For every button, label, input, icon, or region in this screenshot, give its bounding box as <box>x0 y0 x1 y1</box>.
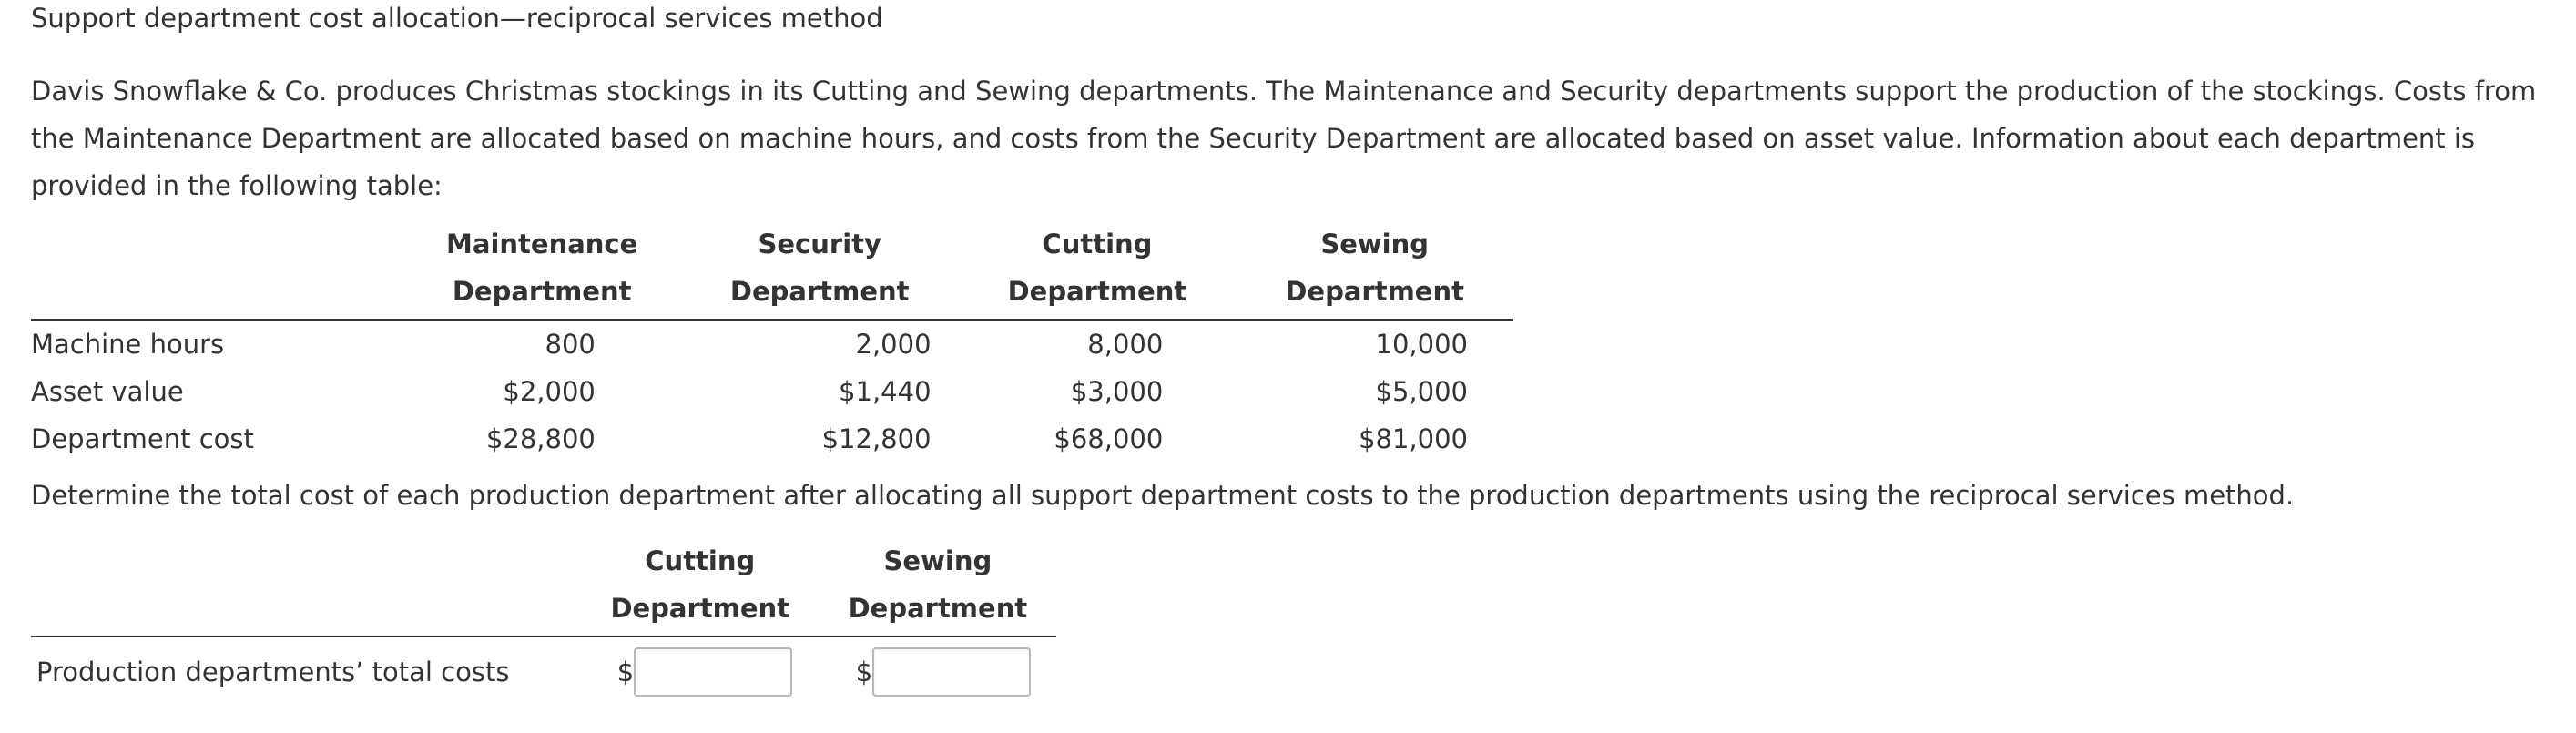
machine-hours-maintenance: 800 <box>545 329 596 360</box>
info-header-row-1 <box>31 220 1513 268</box>
machine-hours-sewing: 10,000 <box>1375 329 1468 360</box>
department-cost-sewing: $81,000 <box>1359 423 1468 454</box>
info-header-sewing-dept: Department <box>1236 268 1513 320</box>
answer-header-sewing-dept: Department <box>820 585 1056 636</box>
table-row <box>31 636 1056 707</box>
asset-value-sewing: $5,000 <box>1375 376 1468 407</box>
department-info-table <box>31 220 1513 463</box>
answer-header-sewing: Sewing <box>883 545 993 576</box>
dollar-sign: $ <box>616 657 635 687</box>
machine-hours-cutting: 8,000 <box>1087 329 1164 360</box>
department-cost-maintenance: $28,800 <box>485 423 596 454</box>
problem-intro: Davis Snowflake & Co. produces Christmas stockings in its Cutting and Sewing departments. The Maintenance and Security departments support the production of the stockings. Costs from the Maintenance Department are allocated based on machine hours, and costs from the Security Department are allocated based on asset value. Information about each department is provided in the following table: <box>31 76 2537 201</box>
row-label-asset-value: Asset value <box>31 376 184 407</box>
answer-header-blank <box>31 585 581 636</box>
info-header-row-2 <box>31 268 1513 320</box>
info-header-blank <box>31 220 402 268</box>
department-cost-cutting: $68,000 <box>1054 423 1164 454</box>
answer-header-cutting-dept: Department <box>581 585 820 636</box>
answer-header-row-2 <box>31 585 1056 636</box>
sewing-total-cell <box>820 636 1056 707</box>
info-header-cutting: Cutting <box>1042 229 1153 260</box>
machine-hours-security: 2,000 <box>855 329 932 360</box>
answer-table <box>31 537 1056 707</box>
cutting-total-input[interactable] <box>634 647 792 697</box>
info-header-blank <box>31 268 402 320</box>
table-row <box>31 368 1513 415</box>
problem-title: Support department cost allocation—reciprocal services method <box>31 3 883 34</box>
info-header-security: Security <box>758 229 881 260</box>
row-label-machine-hours: Machine hours <box>31 329 225 360</box>
info-header-maintenance: Maintenance <box>446 229 638 260</box>
info-header-maintenance-dept: Department <box>402 268 680 320</box>
asset-value-security: $1,440 <box>839 376 932 407</box>
answer-row-label: Production departments’ total costs <box>36 657 510 687</box>
dollar-sign: $ <box>855 657 873 687</box>
info-header-security-dept: Department <box>681 268 959 320</box>
sewing-total-input[interactable] <box>872 647 1031 697</box>
asset-value-cutting: $3,000 <box>1070 376 1164 407</box>
table-row <box>31 415 1513 463</box>
question-text: Determine the total cost of each production department after allocating all support department costs to the production departments using the reciprocal services method. <box>31 480 2295 511</box>
row-label-department-cost: Department cost <box>31 423 254 454</box>
answer-header-row-1 <box>31 537 1056 585</box>
info-header-sewing: Sewing <box>1320 229 1430 260</box>
answer-header-blank <box>31 537 581 585</box>
cutting-total-cell <box>581 636 820 707</box>
department-cost-security: $12,800 <box>821 423 932 454</box>
table-row <box>31 320 1513 368</box>
asset-value-maintenance: $2,000 <box>503 376 596 407</box>
answer-header-cutting: Cutting <box>645 545 756 576</box>
info-header-cutting-dept: Department <box>959 268 1237 320</box>
